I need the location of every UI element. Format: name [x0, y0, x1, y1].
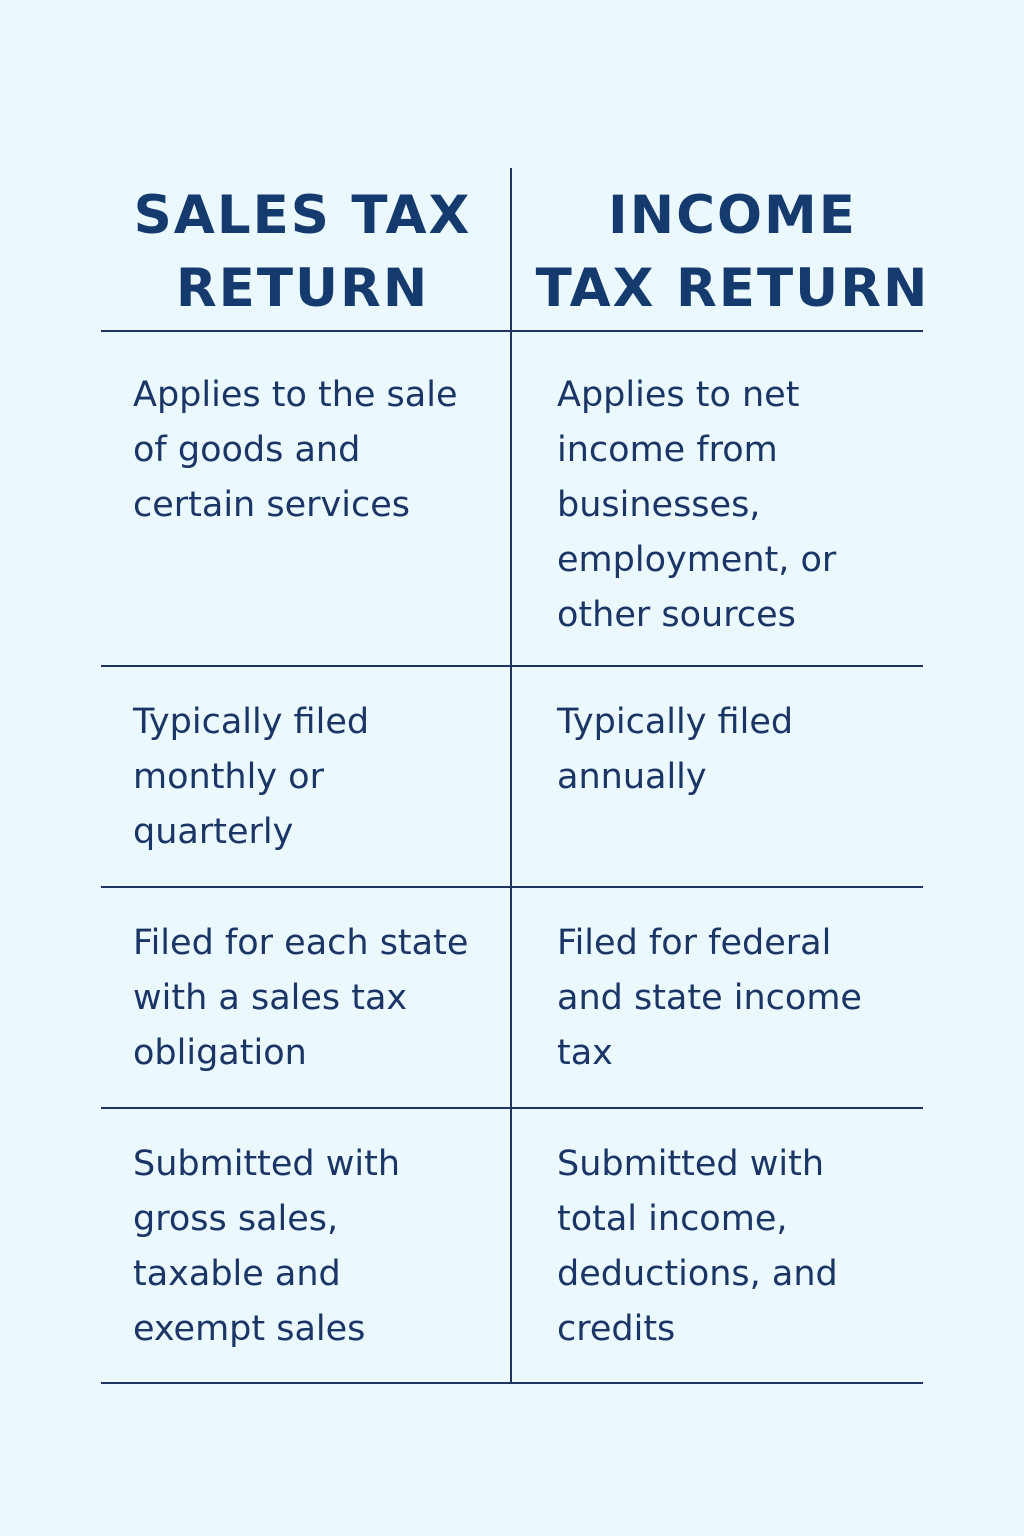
cell-text	[101, 667, 510, 860]
sales-tax-cell	[101, 667, 512, 886]
cell-text	[512, 667, 923, 805]
cell-text	[512, 332, 923, 643]
income-tax-cell	[512, 332, 923, 665]
cell-text	[101, 888, 510, 1081]
table-row	[101, 1109, 923, 1384]
text-line: certain services	[133, 485, 410, 525]
cell-text	[101, 332, 510, 533]
sales-tax-cell	[101, 1109, 512, 1382]
text-line: other sources	[557, 595, 796, 635]
text-line: quarterly	[133, 812, 294, 852]
cell-text	[512, 1109, 923, 1357]
cell-text	[512, 888, 923, 1081]
header-line: SALES TAX	[133, 185, 472, 246]
text-line: tax	[557, 1033, 613, 1073]
income-tax-cell	[512, 1109, 923, 1382]
header-line: TAX RETURN	[535, 258, 930, 319]
header-sales-tax-return	[101, 168, 512, 330]
header-line: INCOME	[608, 185, 857, 246]
text-line: taxable and	[133, 1254, 341, 1294]
table-row	[101, 332, 923, 667]
text-line: Applies to the sale	[133, 375, 458, 415]
text-line: monthly or	[133, 757, 324, 797]
text-line: total income,	[557, 1199, 788, 1239]
text-line: Filed for federal	[557, 923, 832, 963]
text-line: and state income	[557, 978, 862, 1018]
table-row	[101, 888, 923, 1109]
text-line: Typically filed	[133, 702, 370, 742]
text-line: credits	[557, 1309, 676, 1349]
text-line: Typically filed	[557, 702, 794, 742]
text-line: employment, or	[557, 540, 837, 580]
text-line: exempt sales	[133, 1309, 366, 1349]
text-line: Submitted with	[557, 1144, 825, 1184]
text-line: businesses,	[557, 485, 761, 525]
text-line: gross sales,	[133, 1199, 339, 1239]
text-line: Submitted with	[133, 1144, 401, 1184]
text-line: income from	[557, 430, 778, 470]
text-line: deductions, and	[557, 1254, 838, 1294]
sales-tax-cell	[101, 332, 512, 665]
comparison-table	[101, 168, 930, 1384]
table-row	[101, 667, 923, 888]
cell-text	[101, 1109, 510, 1357]
sales-tax-cell	[101, 888, 512, 1107]
header-line: RETURN	[175, 258, 430, 319]
text-line: with a sales tax	[133, 978, 408, 1018]
table-header-row	[101, 168, 930, 332]
text-line: Applies to net	[557, 375, 800, 415]
text-line: Filed for each state	[133, 923, 469, 963]
header-income-tax-return	[512, 168, 930, 330]
text-line: of goods and	[133, 430, 361, 470]
text-line: annually	[557, 757, 707, 797]
income-tax-cell	[512, 888, 923, 1107]
income-tax-cell	[512, 667, 923, 886]
text-line: obligation	[133, 1033, 307, 1073]
